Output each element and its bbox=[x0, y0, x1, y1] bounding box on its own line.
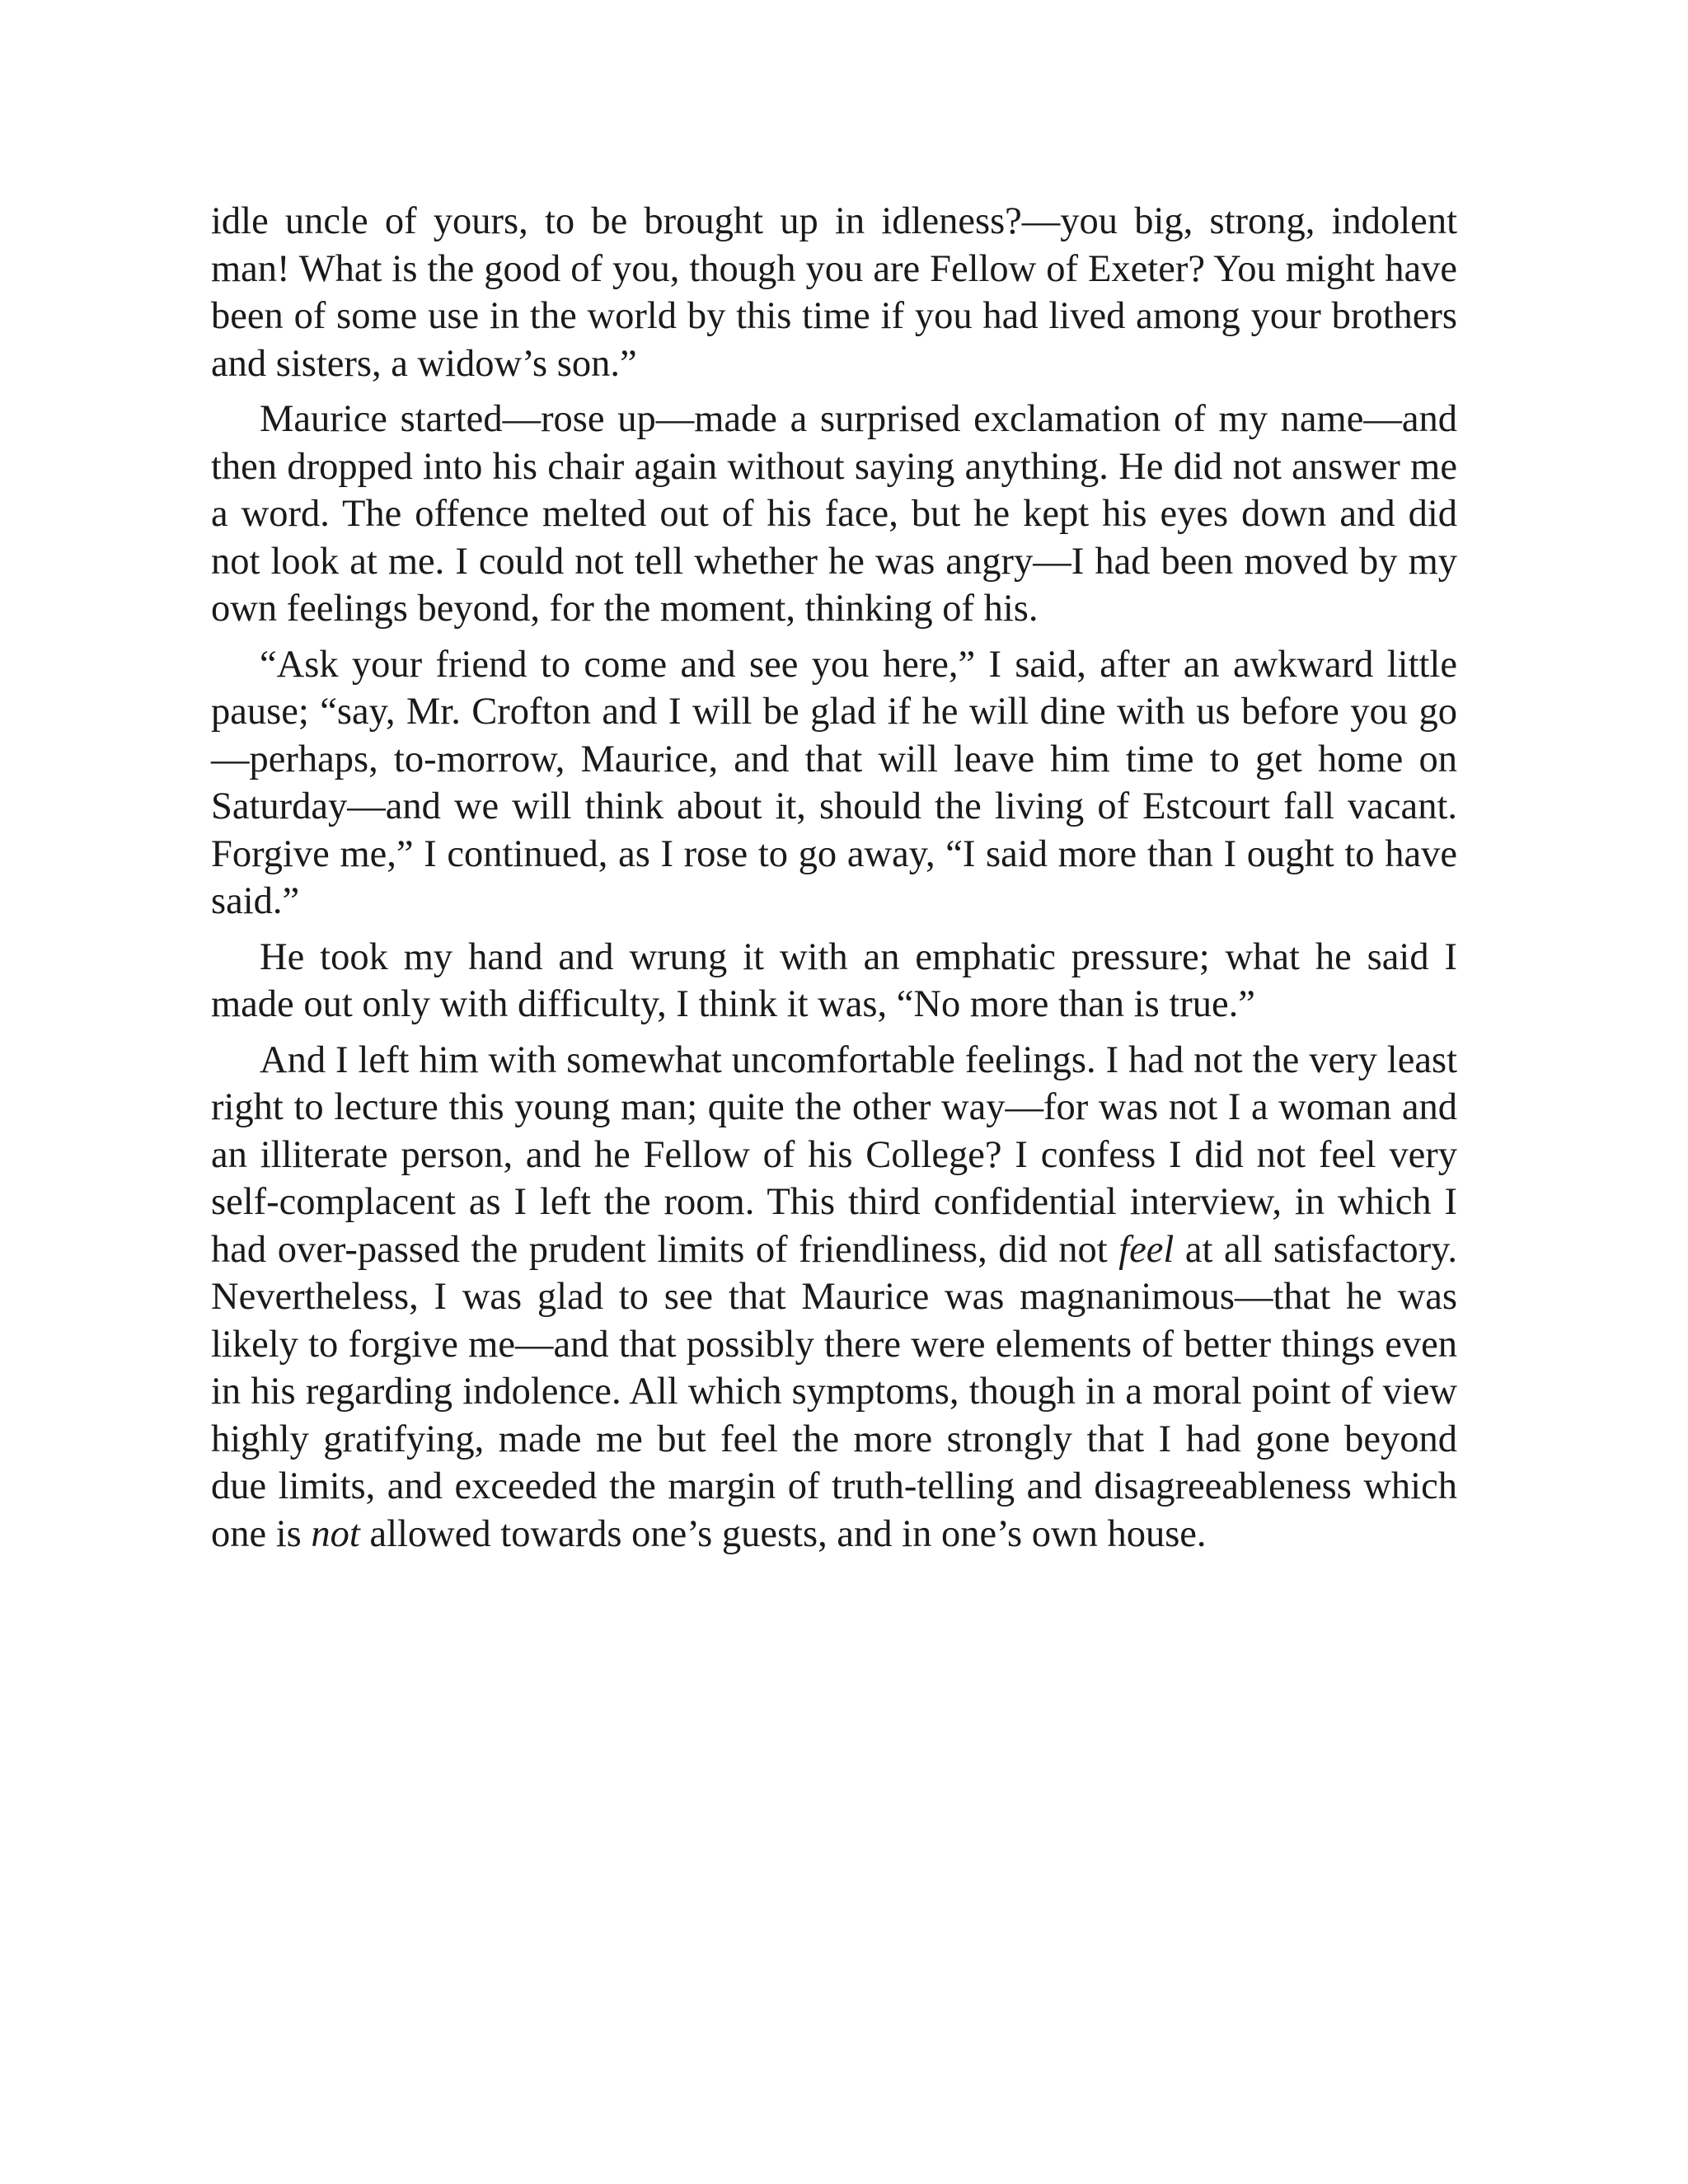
paragraph-text: at all satisfactory. Nevertheless, I was glad to see that Maurice was magnanimous—that he was likely to forgive me—and that possibly there were elements of better things even in his regarding indolence. All which symptoms, though in a moral point of view highly gratifying, made me but feel the more strongly that I had gone beyond due limits, and exceeded the margin of truth-telling and disagreeableness which one is bbox=[211, 1228, 1457, 1555]
paragraph-2 bbox=[211, 396, 1457, 633]
paragraph-4 bbox=[211, 934, 1457, 1029]
emphasis-text: feel bbox=[1118, 1228, 1175, 1271]
paragraph-5 bbox=[211, 1037, 1457, 1558]
paragraph-text: idle uncle of yours, to be brought up in idleness?—you big, strong, indolent man! What is the good of you, though you are Fellow of Exeter? You might have been of some use in the world by this time if you had lived among your brothers and sisters, a widow’s son.” bbox=[211, 200, 1457, 385]
paragraph-1 bbox=[211, 198, 1457, 387]
paragraph-text: He took my hand and wrung it with an emphatic pressure; what he said I made out only with difficulty, I think it was, “No more than is true.” bbox=[211, 935, 1457, 1025]
body-text bbox=[211, 198, 1457, 1566]
emphasis-text: not bbox=[311, 1512, 360, 1555]
paragraph-text: allowed towards one’s guests, and in one’s own house. bbox=[359, 1512, 1207, 1555]
paragraph-text: Maurice started—rose up—made a surprised exclamation of my name—and then dropped into his chair again without saying anything. He did not answer me a word. The offence melted out of his face, but he kept his eyes down and did not look at me. I could not tell whether he was angry—I had been moved by my own feelings beyond, for the moment, thinking of his. bbox=[211, 398, 1457, 630]
paragraph-text: And I left him with somewhat uncomfortable feelings. I had not the very least right to lecture this young man; quite the other way—for was not I a woman and an illiterate person, and he Fellow of his College? I confess I did not feel very self-complacent as I left the room. This third confidential interview, in which I had over-passed the prudent limits of friendliness, did not bbox=[211, 1038, 1457, 1271]
paragraph-3 bbox=[211, 641, 1457, 926]
paragraph-text: “Ask your friend to come and see you here,” I said, after an awkward little pause; “say, Mr. Crofton and I will be glad if he will dine with us before you go—perhaps, to-morrow, Maurice, and that will leave him time to get home on Saturday—and we will think about it, should the living of Estcourt fall vacant. Forgive me,” I continued, as I rose to go away, “I said more than I ought to have said.” bbox=[211, 643, 1457, 922]
